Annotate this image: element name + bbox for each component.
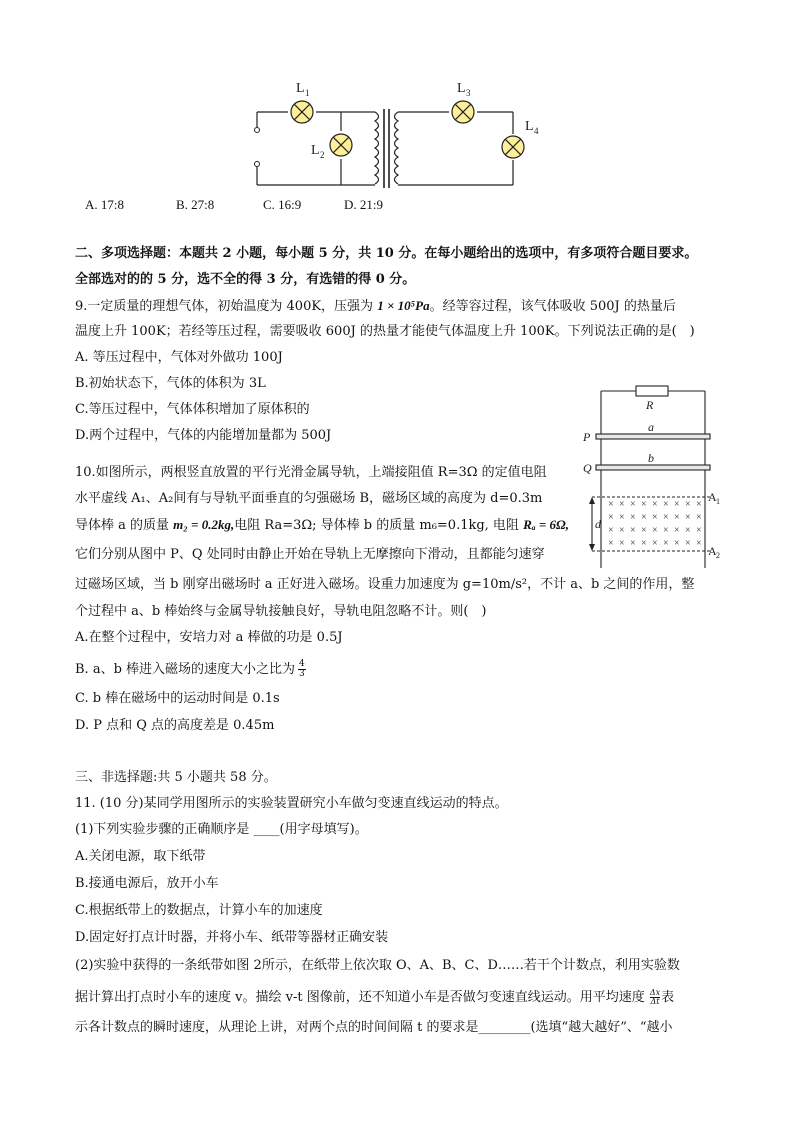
q9-stem-line2: 温度上升 100K；若经等压过程，需要吸收 600J 的热量才能使气体温度上升 100K。下列说法正确的是( ) bbox=[75, 324, 695, 339]
field-cross-mark: × bbox=[696, 512, 702, 523]
field-cross-mark: × bbox=[663, 525, 669, 536]
section2-header-line1: 二、多项选择题：本题共 2 小题，每小题 5 分，共 10 分。在每小题给出的选项中，有多项符合题目要求。 bbox=[75, 246, 698, 261]
label-a1: A bbox=[708, 490, 717, 504]
field-cross-mark: × bbox=[663, 512, 669, 523]
field-cross-mark: × bbox=[685, 525, 691, 536]
field-cross-mark: × bbox=[619, 525, 625, 536]
field-cross-mark: × bbox=[685, 499, 691, 510]
field-cross-mark: × bbox=[663, 499, 669, 510]
field-cross-mark: × bbox=[641, 512, 647, 523]
field-cross-mark: × bbox=[641, 538, 647, 549]
section2-header-line2: 全部选对的的 5 分，选不全的得 3 分，有选错的得 0 分。 bbox=[75, 272, 416, 287]
field-cross-mark: × bbox=[608, 525, 614, 536]
label-d: d bbox=[595, 517, 601, 531]
svg-text:4: 4 bbox=[534, 126, 539, 136]
q8-option-a: A. 17:8 bbox=[85, 197, 124, 212]
field-cross-mark: × bbox=[619, 538, 625, 549]
q11-part2-line1: (2)实验中获得的一条纸带如图 2所示，在纸带上依次取 O、A、B、C、D……若干个计数点，利用实验数 bbox=[75, 958, 680, 973]
field-cross-mark: × bbox=[608, 512, 614, 523]
q11-part2-line2: 据计算出打点时小车的速度 v。描绘 v-t 图像前，还不知道小车是否做匀变速直线运动。用平均速度 $\frac{\Delta x}{\Delta t}$ 表 bbox=[75, 988, 675, 1006]
section3-header: 三、非选择题:共 5 小题共 58 分。 bbox=[75, 770, 277, 785]
field-cross-mark: × bbox=[685, 538, 691, 549]
q8-option-b: B. 27:8 bbox=[176, 197, 215, 212]
field-cross-mark: × bbox=[630, 525, 636, 536]
label-p: P bbox=[583, 430, 591, 444]
q11-part1: (1)下列实验步骤的正确顺序是 ____(用字母填写)。 bbox=[75, 822, 368, 837]
q10-stem-line6: 个过程中 a、b 棒始终与金属导轨接触良好，导轨电阻忽略不计。则( ) bbox=[75, 604, 487, 619]
label-rod-b: b bbox=[648, 451, 654, 465]
q10-option-d: D. P 点和 Q 点的高度差是 0.45m bbox=[75, 718, 275, 733]
field-cross-mark: × bbox=[630, 512, 636, 523]
label-l1: L bbox=[296, 81, 305, 96]
q10-option-b: B. a、b 棒进入磁场的速度大小之比为 $\frac{4}{3}$ bbox=[75, 659, 305, 679]
field-cross-mark: × bbox=[619, 512, 625, 523]
q8-option-d: D. 21:9 bbox=[344, 197, 383, 212]
field-cross-mark: × bbox=[619, 499, 625, 510]
svg-text:1: 1 bbox=[716, 497, 720, 506]
transformer-circuit-figure bbox=[245, 75, 539, 195]
q9-stem-line1: 9.一定质量的理想气体，初始温度为 400K，压强为 1 × 10⁵Pa。经等容过程，该气体吸收 500J 的热量后 bbox=[75, 298, 676, 314]
q11-step-b: B.接通电源后，放开小车 bbox=[75, 876, 219, 891]
field-cross-mark: × bbox=[641, 525, 647, 536]
q10-option-c: C. b 棒在磁场中的运动时间是 0.1s bbox=[75, 691, 280, 706]
field-cross-mark: × bbox=[674, 525, 680, 536]
q9-option-c: C.等压过程中，气体体积增加了原体积的 bbox=[75, 402, 310, 417]
q11-step-c: C.根据纸带上的数据点，计算小车的加速度 bbox=[75, 903, 323, 918]
q9-option-b: B.初始状态下，气体的体积为 3L bbox=[75, 376, 266, 391]
label-l2: L bbox=[311, 143, 320, 158]
q10-stem-line3: 导体棒 a 的质量 m₂ = 0.2kg,电阻 Ra=3Ω; 导体棒 b 的质量 m₆=0.1kg, 电阻 Rₐ = 6Ω, bbox=[75, 517, 569, 533]
field-cross-mark: × bbox=[652, 538, 658, 549]
svg-text:2: 2 bbox=[716, 551, 720, 560]
field-cross-mark: × bbox=[674, 512, 680, 523]
label-rod-a: a bbox=[648, 420, 654, 434]
field-cross-mark: × bbox=[608, 538, 614, 549]
field-cross-mark: × bbox=[641, 499, 647, 510]
field-cross-mark: × bbox=[696, 499, 702, 510]
svg-text:3: 3 bbox=[466, 88, 471, 98]
label-l3: L bbox=[457, 81, 466, 96]
field-cross-mark: × bbox=[674, 538, 680, 549]
label-l4: L bbox=[525, 119, 534, 134]
field-cross-mark: × bbox=[696, 538, 702, 549]
q9-option-a: A. 等压过程中，气体对外做功 100J bbox=[75, 350, 283, 365]
q11-step-d: D.固定好打点计时器，并将小车、纸带等器材正确安装 bbox=[75, 930, 389, 945]
svg-text:1: 1 bbox=[305, 88, 310, 98]
field-cross-mark: × bbox=[652, 512, 658, 523]
q10-option-a: A.在整个过程中，安培力对 a 棒做的功是 0.5J bbox=[75, 630, 343, 645]
field-cross-mark: × bbox=[663, 538, 669, 549]
field-cross-mark: × bbox=[685, 512, 691, 523]
field-cross-mark: × bbox=[696, 525, 702, 536]
q10-stem-line4: 它们分别从图中 P、Q 处同时由静止开始在导轨上无摩擦向下滑动，且都能匀速穿 bbox=[75, 547, 545, 562]
field-cross-mark: × bbox=[630, 499, 636, 510]
q10-stem-line5: 过磁场区域，当 b 刚穿出磁场时 a 正好进入磁场。设重力加速度为 g=10m/s²，不计 a、b 之间的作用，整 bbox=[75, 577, 695, 592]
field-cross-mark: × bbox=[674, 499, 680, 510]
q11-part2-line3: 示各计数点的瞬时速度，从理论上讲，对两个点的时间间隔 t 的要求是________(选填“越大越好”、“越小 bbox=[75, 1020, 673, 1035]
label-a2: A bbox=[708, 544, 717, 558]
q10-stem-line1: 10.如图所示，两根竖直放置的平行光滑金属导轨，上端接阻值 R=3Ω 的定值电阻 bbox=[75, 465, 547, 480]
label-q: Q bbox=[583, 461, 592, 475]
q11-step-a: A.关闭电源，取下纸带 bbox=[75, 849, 206, 864]
rails-magnetic-field-figure bbox=[578, 383, 728, 573]
field-cross-mark: × bbox=[652, 525, 658, 536]
svg-text:2: 2 bbox=[320, 150, 325, 160]
field-cross-mark: × bbox=[630, 538, 636, 549]
q10-stem-line2: 水平虚线 A₁、A₂间有与导轨平面垂直的匀强磁场 B，磁场区域的高度为 d=0.3m bbox=[75, 491, 543, 506]
q8-option-c: C. 16:9 bbox=[263, 197, 302, 212]
label-r: R bbox=[646, 398, 654, 412]
q9-option-d: D.两个过程中，气体的内能增加量都为 500J bbox=[75, 428, 332, 443]
q11-intro: 11. (10 分)某同学用图所示的实验装置研究小车做匀变速直线运动的特点。 bbox=[75, 796, 508, 811]
field-cross-mark: × bbox=[652, 499, 658, 510]
field-cross-mark: × bbox=[608, 499, 614, 510]
